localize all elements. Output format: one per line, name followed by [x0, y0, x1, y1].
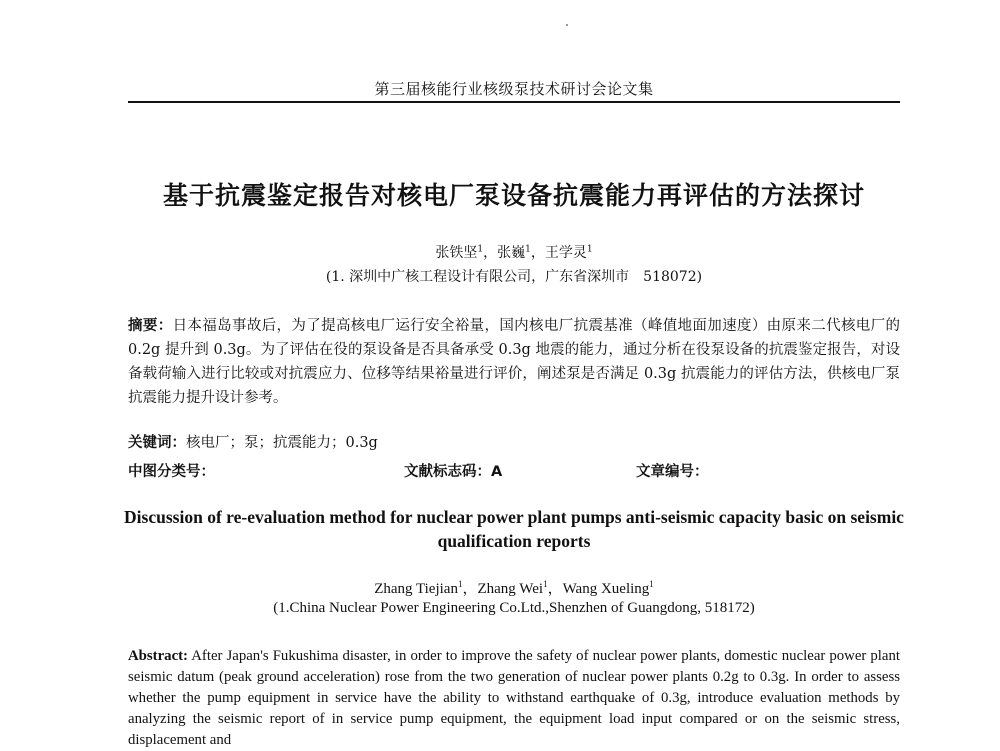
authors-cn	[300, 242, 728, 262]
abstract-en	[128, 646, 900, 751]
keywords-cn-label: 关键词：	[128, 435, 186, 451]
abstract-cn-label: 摘要：	[128, 318, 173, 334]
author-separator: ，	[547, 581, 563, 597]
paper-title-en: Discussion of re-evaluation method for nuclear power plant pumps anti-seismic capacity basic on seismic qualification reports	[124, 507, 904, 551]
paper-title-cn: 基于抗震鉴定报告对核电厂泵设备抗震能力再评估的方法探讨	[162, 181, 865, 210]
author-name: 张铁坚	[435, 245, 478, 261]
clc-number-label: 中图分类号：	[128, 464, 215, 480]
author-separator: ，	[483, 245, 498, 261]
keywords-cn	[128, 431, 900, 452]
header-rule	[128, 101, 900, 103]
author-name: Wang Xueling	[562, 581, 650, 597]
abstract-cn	[128, 314, 900, 410]
author-affil-mark: 1	[586, 244, 593, 255]
abstract-en-text: After Japan's Fukushima disaster, in order to improve the safety of nuclear power plants, domestic nuclear power plant seismic datum (peak ground acceleration) rose from the two generation of nuclear power plants 0.2g to 0.3g. In order to assess whether the pump equipment in service have the ability to withstand earthquake of 0.3g, introduce evaluation methods by analyzing the seismic report of in service pump equipment, the equipment load input compared or on the seismic stress, displacement and	[128, 648, 900, 748]
authors-en	[200, 577, 828, 598]
affiliation-cn: (1. 深圳中广核工程设计有限公司，广东省深圳市 518072)	[325, 269, 703, 285]
author-name: Zhang Wei	[477, 581, 544, 597]
author-affil-mark: 1	[477, 244, 484, 255]
affiliation-en: (1.China Nuclear Power Engineering Co.Ltd.,Shenzhen of Guangdong, 518172)	[273, 600, 755, 616]
document-code-label: 文献标志码：A	[404, 464, 503, 480]
author-separator: ，	[462, 581, 478, 597]
author-name: 王学灵	[544, 245, 587, 261]
running-head: 第三届核能行业核级泵技术研讨会论文集	[374, 80, 654, 98]
author-name: 张巍	[497, 245, 526, 261]
abstract-cn-text: 日本福岛事故后，为了提高核电厂运行安全裕量，国内核电厂抗震基准（峰值地面加速度）由原来二代核电厂的 0.2g 提升到 0.3g。为了评估在役的泵设备是否具备承受 0.3g 地震的能力，通过分析在役泵设备的抗震鉴定报告，对设备载荷输入进行比较或对抗震应力、位移等结果裕量进行评价，阐述泵是否满足 0.3g 抗震能力的评估方法，供核电厂泵抗震能力提升设计参考。	[128, 318, 900, 406]
scan-speck	[566, 24, 568, 26]
author-affil-mark: 1	[457, 579, 463, 589]
author-name: Zhang Tiejian	[374, 581, 458, 597]
abstract-en-label: Abstract:	[128, 648, 188, 664]
classification-row	[128, 460, 900, 480]
author-affil-mark: 1	[543, 579, 548, 589]
keywords-cn-text: 核电厂；泵；抗震能力；0.3g	[186, 435, 378, 451]
article-number-label: 文章编号：	[636, 464, 709, 480]
author-affil-mark: 1	[525, 244, 531, 255]
author-separator: ，	[530, 245, 545, 261]
author-affil-mark: 1	[649, 579, 654, 589]
